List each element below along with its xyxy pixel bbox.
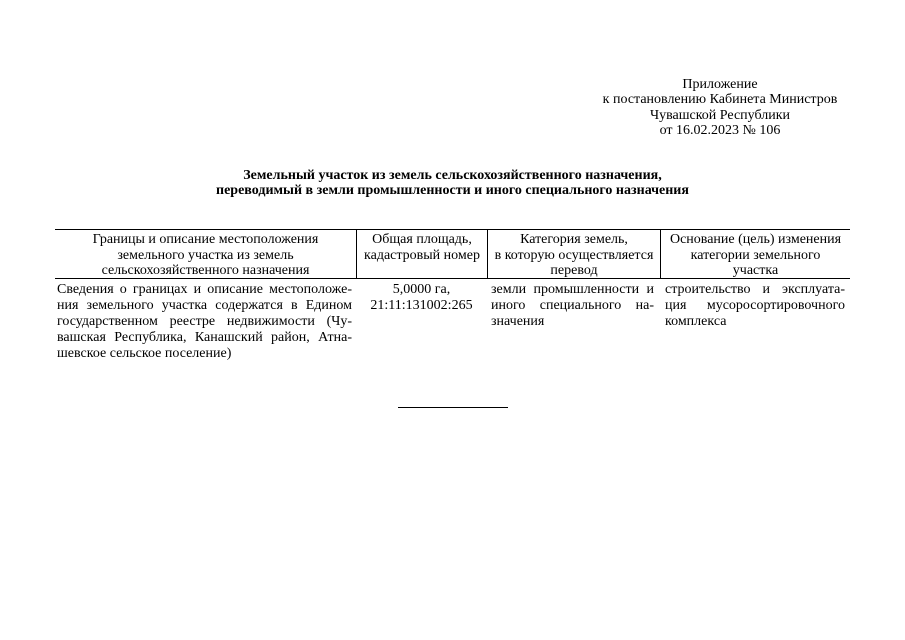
document-title	[0, 168, 905, 198]
cell-line: строительство и эксплуата-	[665, 282, 845, 297]
cell-line: 21:11:131002:265	[370, 298, 473, 313]
column-header-line: категории земельного	[690, 247, 821, 263]
cell-line: государственном реестре недвижимости (Чу-	[57, 314, 352, 329]
column-header-line: Категория земель,	[520, 232, 628, 247]
column-header-land-category	[487, 230, 660, 278]
cell-line: шевское сельское поселение)	[57, 346, 232, 361]
cell-land-category	[487, 279, 660, 330]
cell-line: вашская Республика, Канашский район, Атна-	[57, 330, 352, 345]
column-header-change-basis	[660, 230, 850, 278]
column-header-line: в которую осуществляется	[494, 247, 654, 263]
column-header-area	[356, 230, 487, 278]
appendix-date-number: от 16.02.2023 № 106	[659, 122, 781, 138]
column-header-line: Общая площадь,	[372, 232, 472, 247]
cell-line: 5,0000 га,	[392, 282, 451, 297]
column-header-line: участка	[732, 263, 779, 278]
table-header-row	[55, 229, 850, 279]
column-header-line: сельскохозяйственного назначения	[101, 263, 310, 278]
column-header-line: кадастровый номер	[364, 247, 480, 263]
column-header-line: перевод	[550, 263, 598, 278]
appendix-title: Приложение	[682, 77, 758, 92]
cell-line: иного специального на-	[491, 298, 654, 313]
column-header-line: Границы и описание местоположения	[92, 232, 319, 247]
cell-area-cadastral-number	[356, 279, 487, 314]
column-header-boundaries	[55, 230, 356, 278]
cell-line: значения	[491, 314, 545, 329]
appendix-republic-line: Чувашской Республики	[649, 107, 791, 123]
cell-line: ния земельного участка содержатся в Едином	[57, 298, 352, 313]
closing-divider	[398, 407, 508, 408]
column-header-line: Основание (цель) изменения	[669, 232, 842, 247]
cell-line: Сведения о границах и описание местоположе-	[57, 282, 352, 297]
cell-boundaries-description	[55, 279, 356, 362]
appendix-resolution-line: к постановлению Кабинета Министров	[602, 92, 838, 108]
cell-line: комплекса	[665, 314, 727, 329]
document-title-line: переводимый в земли промышленности и иного специального назначения	[216, 183, 689, 198]
cell-change-basis	[660, 279, 850, 330]
land-plot-table	[55, 229, 850, 379]
document-title-line: Земельный участок из земель сельскохозяйственного назначения,	[243, 168, 662, 183]
table-row	[55, 279, 850, 379]
cell-line: земли промышленности и	[491, 282, 654, 297]
column-header-line: земельного участка из земель	[117, 247, 294, 263]
cell-line: ция мусоросортировочного	[665, 298, 845, 313]
appendix-note	[600, 77, 840, 138]
